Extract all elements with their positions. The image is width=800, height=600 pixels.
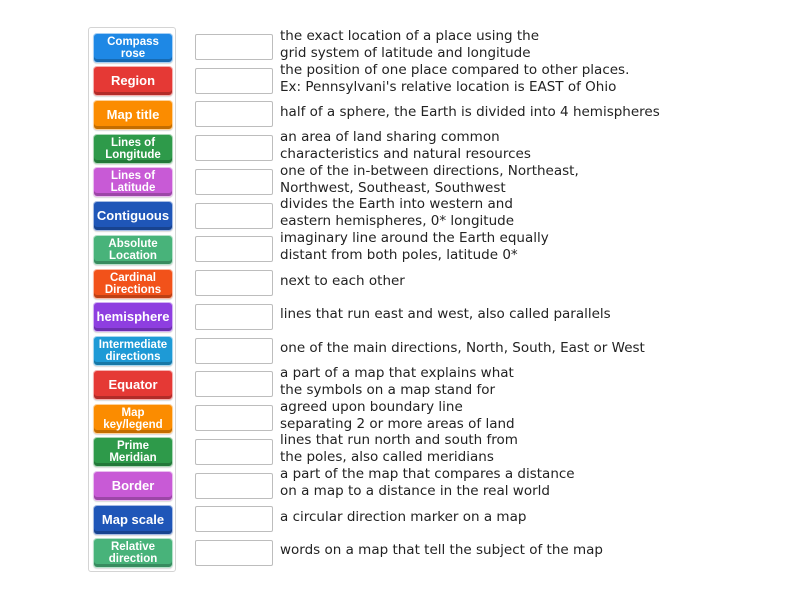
tile-column [88,27,176,572]
tile-intermediate-directions[interactable]: Intermediate directions [93,336,173,366]
description-8: next to each other [280,273,405,289]
answer-slot-3[interactable] [195,101,273,127]
tile-absolute-location[interactable]: Absolute Location [93,235,173,265]
description-3: half of a sphere, the Earth is divided into 4 hemispheres [280,104,660,120]
answer-slot-14[interactable] [195,473,273,499]
description-6: divides the Earth into western and eastern hemispheres, 0* longitude [280,196,515,229]
description-12: agreed upon boundary line separating 2 or more areas of land [280,399,515,432]
tile-lines-of-latitude[interactable]: Lines of Latitude [93,167,173,197]
tile-contiguous[interactable]: Contiguous [93,201,173,231]
description-10: one of the main directions, North, South, East or West [280,340,645,356]
tile-lines-of-longitude[interactable]: Lines of Longitude [93,134,173,164]
tile-prime-meridian[interactable]: Prime Meridian [93,437,173,467]
answer-slot-12[interactable] [195,405,273,431]
description-7: imaginary line around the Earth equally distant from both poles, latitude 0* [280,230,549,263]
description-1: the exact location of a place using the grid system of latitude and longitude [280,28,540,61]
answer-slot-15[interactable] [195,506,273,532]
description-9: lines that run east and west, also called parallels [280,306,611,322]
tile-hemisphere[interactable]: hemisphere [93,302,173,332]
answer-slot-13[interactable] [195,439,273,465]
tile-equator[interactable]: Equator [93,370,173,400]
answer-slot-8[interactable] [195,270,273,296]
description-14: a part of the map that compares a distance on a map to a distance in the real world [280,466,575,499]
answer-slot-4[interactable] [195,135,273,161]
tile-relative-direction[interactable]: Relative direction [93,538,173,568]
answer-slot-9[interactable] [195,304,273,330]
answer-slot-10[interactable] [195,338,273,364]
answer-slot-1[interactable] [195,34,273,60]
tile-compass-rose[interactable]: Compass rose [93,33,173,63]
tile-map-key-legend[interactable]: Map key/legend [93,404,173,434]
answer-slot-7[interactable] [195,236,273,262]
answer-slot-16[interactable] [195,540,273,566]
description-15: a circular direction marker on a map [280,509,527,525]
description-4: an area of land sharing common characteristics and natural resources [280,129,531,162]
answer-slot-11[interactable] [195,371,273,397]
tile-border[interactable]: Border [93,471,173,501]
tile-map-title[interactable]: Map title [93,100,173,130]
description-11: a part of a map that explains what the symbols on a map stand for [280,365,514,398]
tile-cardinal-directions[interactable]: Cardinal Directions [93,269,173,299]
description-2: the position of one place compared to other places. Ex: Pennsylvani's relative location is EAST of Ohio [280,62,630,95]
description-5: one of the in-between directions, Northeast, Northwest, Southeast, Southwest [280,163,579,196]
description-16: words on a map that tell the subject of the map [280,542,603,558]
answer-slot-2[interactable] [195,68,273,94]
description-13: lines that run north and south from the poles, also called meridians [280,432,518,465]
tile-region[interactable]: Region [93,66,173,96]
answer-slot-6[interactable] [195,203,273,229]
answer-slot-5[interactable] [195,169,273,195]
tile-map-scale[interactable]: Map scale [93,505,173,535]
